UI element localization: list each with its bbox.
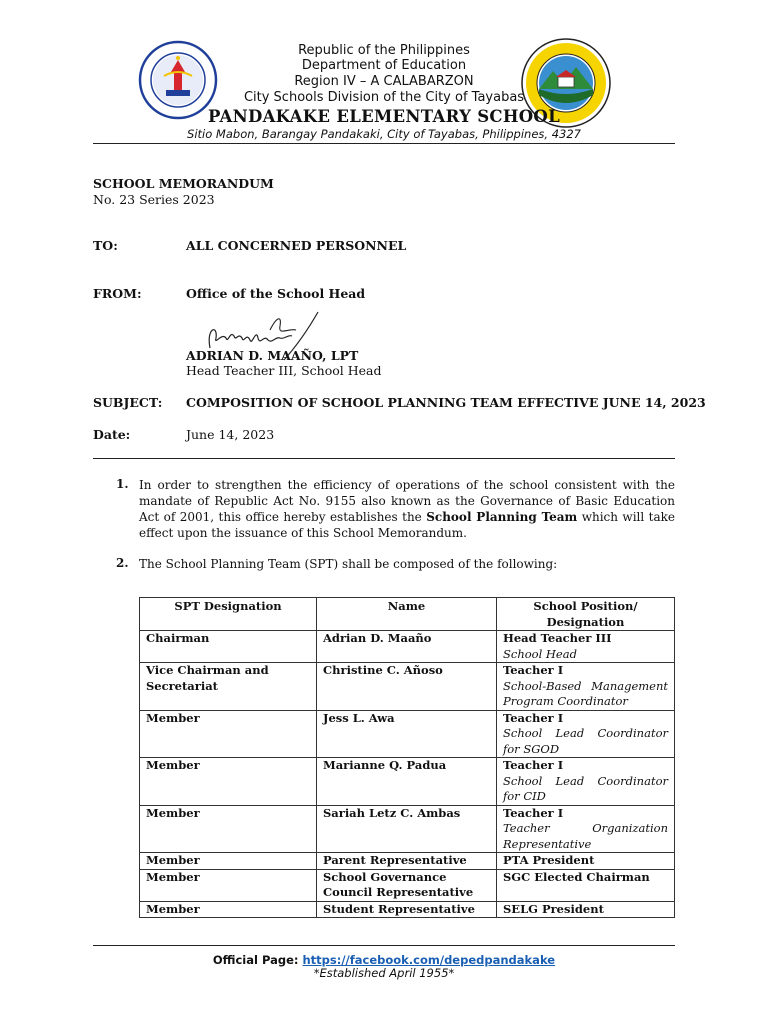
row-name: Marianne Q. Padua xyxy=(317,758,497,806)
signatory-title: Head Teacher III, School Head xyxy=(186,363,382,378)
footer-established: *Established April 1955* xyxy=(313,966,455,980)
facebook-page-link[interactable]: https://facebook.com/depedpandakake xyxy=(302,953,556,967)
row-role: Teacher Organization Representative xyxy=(503,821,668,851)
row-position: Teacher I xyxy=(503,710,564,725)
row-position: Teacher I xyxy=(503,663,564,677)
item-2-paragraph xyxy=(139,556,675,572)
table-row xyxy=(140,631,675,663)
row-position: Head Teacher III xyxy=(503,631,612,645)
spt-table xyxy=(139,597,675,918)
header-name: Name xyxy=(317,598,497,631)
header-position: School Position/ Designation xyxy=(497,598,675,631)
school-name: PANDAKAKE ELEMENTARY SCHOOL xyxy=(207,107,560,126)
item-1-text-start: In order to strengthen the efficiency of operations of the school consistent with the mandate of Republic Act No. 9155 also known as the Governance of Basic Education Act of 2001, this office hereby establishes the xyxy=(139,478,675,524)
signatory-name: ADRIAN D. MAAÑO, LPT xyxy=(186,348,359,363)
row-position: SGC Elected Chairman xyxy=(497,869,675,901)
from-value: Office of the School Head xyxy=(186,286,366,301)
header-republic: Republic of the Philippines xyxy=(298,43,470,58)
memo-type: SCHOOL MEMORANDUM xyxy=(93,176,274,191)
row-position-cell xyxy=(497,758,675,806)
item-1-text-end: which will take effect upon the issuance of this School Memorandum. xyxy=(139,510,675,540)
row-position-cell xyxy=(497,805,675,853)
row-position-cell xyxy=(497,710,675,758)
row-name: Student Representative xyxy=(317,901,497,918)
from-label: FROM: xyxy=(93,286,142,301)
row-role: School Lead Coordinator for CID xyxy=(503,773,668,803)
header-department: Department of Education xyxy=(301,58,467,73)
row-designation: Member xyxy=(140,758,317,806)
row-designation: Chairman xyxy=(140,631,317,663)
date-label: Date: xyxy=(93,427,131,442)
row-designation: Member xyxy=(140,869,317,901)
row-designation: Member xyxy=(140,901,317,918)
table-row xyxy=(140,663,675,711)
subject-value: COMPOSITION OF SCHOOL PLANNING TEAM EFFECTIVE JUNE 14, 2023 xyxy=(186,395,706,410)
row-designation: Vice Chairman and Secretariat xyxy=(140,663,317,711)
to-value: ALL CONCERNED PERSONNEL xyxy=(186,238,407,253)
header-region: Region IV – A CALABARZON xyxy=(294,74,474,89)
item-1-number: 1. xyxy=(116,477,129,491)
row-position: SELG President xyxy=(497,901,675,918)
row-position-cell xyxy=(497,631,675,663)
row-name: Christine C. Añoso xyxy=(317,663,497,711)
row-name: Jess L. Awa xyxy=(317,710,497,758)
table-row xyxy=(140,869,675,901)
row-role: School Lead Coordinator for SGOD xyxy=(503,726,668,756)
footer-divider xyxy=(93,945,675,946)
row-role: School-Based Management Program Coordinator xyxy=(503,678,668,708)
subject-label: SUBJECT: xyxy=(93,395,163,410)
memo-number: No. 23 Series 2023 xyxy=(93,192,215,207)
row-name: Sariah Letz C. Ambas xyxy=(317,805,497,853)
footer-label: Official Page: xyxy=(212,953,303,967)
row-position: Teacher I xyxy=(503,805,564,820)
row-designation: Member xyxy=(140,805,317,853)
table-row xyxy=(140,901,675,918)
header-designation: SPT Designation xyxy=(140,598,317,631)
table-header-row xyxy=(140,598,675,631)
row-position-cell xyxy=(497,663,675,711)
row-name: School Governance Council Representative xyxy=(317,869,497,901)
item-2-text: The School Planning Team (SPT) shall be composed of the following: xyxy=(139,557,558,571)
school-address: Sitio Mabon, Barangay Pandakaki, City of Tayabas, Philippines, 4327 xyxy=(187,127,581,141)
table-row xyxy=(140,853,675,870)
table-row xyxy=(140,710,675,758)
row-designation: Member xyxy=(140,853,317,870)
to-label: TO: xyxy=(93,238,118,253)
row-position: PTA President xyxy=(497,853,675,870)
row-name: Parent Representative xyxy=(317,853,497,870)
header-division: City Schools Division of the City of Tayabas xyxy=(243,90,525,105)
item-1-paragraph xyxy=(139,477,675,541)
item-1-highlight: School Planning Team xyxy=(426,510,578,524)
row-role: School Head xyxy=(503,646,577,661)
row-position: Teacher I xyxy=(503,758,564,772)
row-designation: Member xyxy=(140,710,317,758)
table-row xyxy=(140,758,675,806)
item-2-number: 2. xyxy=(116,556,129,570)
table-row xyxy=(140,805,675,853)
date-value: June 14, 2023 xyxy=(186,427,275,442)
header-divider xyxy=(93,143,675,144)
row-name: Adrian D. Maaño xyxy=(317,631,497,663)
memo-divider xyxy=(93,458,675,459)
